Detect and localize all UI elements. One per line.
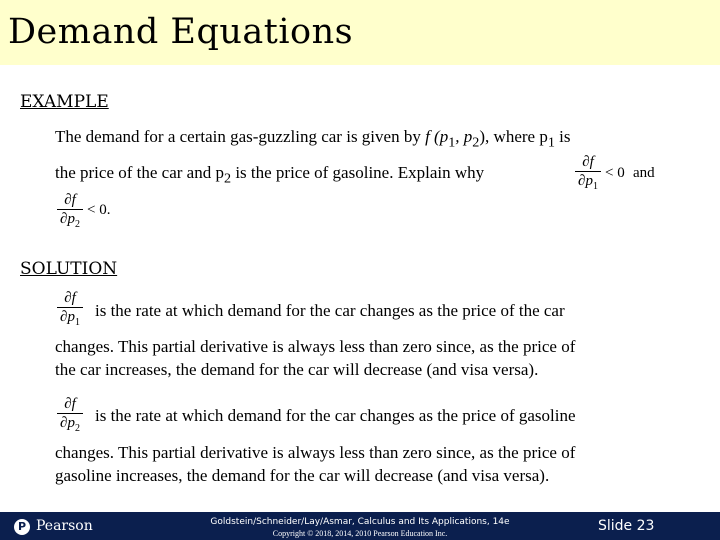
slide-number: Slide 23: [598, 518, 655, 534]
example-line-2: the price of the car and $p_2$ is the price of gasoline. Explain why: [55, 163, 485, 187]
pearson-logo-icon: P: [14, 519, 30, 535]
solution-df-dp2-fraction: ∂f $\partial p_2$: [57, 396, 83, 437]
solution-p2-line-1: is the rate at which demand for the car changes as the price of gasoline: [95, 406, 576, 425]
df-dp1-fraction: ∂f $\partial p_1$: [575, 154, 601, 195]
df-dp2-fraction: ∂f $\partial p_2$: [57, 192, 83, 233]
solution-p1-line-3: the car increases, the demand for the car will decrease (and visa versa).: [55, 360, 539, 379]
solution-df-dp1-fraction: ∂f $\partial p_1$: [57, 290, 83, 331]
solution-p2-line-2: changes. This partial derivative is always less than zero since, as the price of: [55, 443, 576, 462]
solution-heading: SOLUTION: [20, 259, 118, 279]
book-credit: Goldstein/Schneider/Lay/Asmar, Calculus and Its Applications, 14e: [210, 517, 510, 527]
example-heading: EXAMPLE: [20, 92, 109, 112]
solution-p1-line-2: changes. This partial derivative is always less than zero since, as the price of: [55, 337, 576, 356]
example-line-1: The demand for a certain gas-guzzling car is given by f ($p_1$, $p_2$), where $p_1$ is: [55, 127, 571, 151]
slide-title: Demand Equations: [8, 12, 354, 52]
and-text: and: [633, 165, 655, 181]
solution-p2-line-3: gasoline increases, the demand for the car will decrease (and visa versa).: [55, 466, 550, 485]
less-than-zero-dot: < 0.: [87, 202, 111, 218]
pearson-brand: Pearson: [36, 518, 93, 534]
copyright: Copyright © 2018, 2014, 2010 Pearson Education Inc.: [272, 529, 448, 538]
less-than-zero: < 0: [605, 165, 625, 181]
solution-p1-line-1: is the rate at which demand for the car changes as the price of the car: [95, 301, 565, 320]
